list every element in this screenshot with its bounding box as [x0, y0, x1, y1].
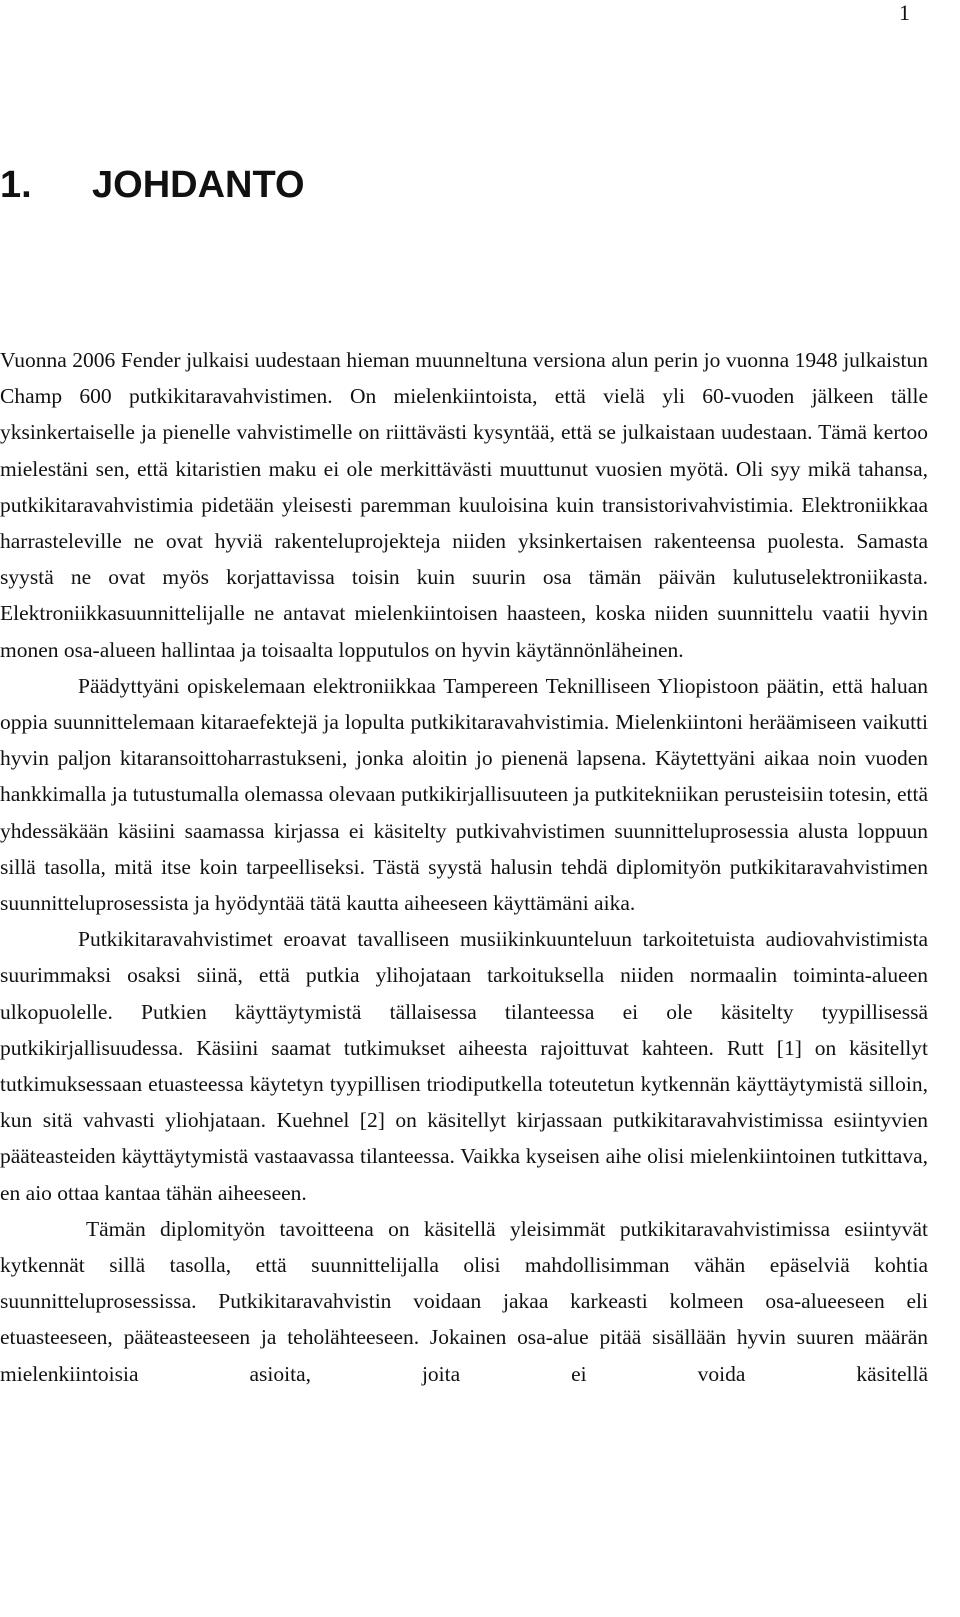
chapter-title: JOHDANTO: [92, 164, 305, 206]
paragraph-motivation: Päädyttyäni opiskelemaan elektroniikkaa Tampereen Teknilliseen Yliopistoon päätin, että haluan oppia suunnittelemaan kitaraefektejä ja lopulta putkikitaravahvistimia. Mielenkiintoni heräämiseen vaikutti hyvin paljon kitaransoittoharrastukseni, jonka aloitin jo pienenä lapsena. Käytettyäni aikaa noin vuoden hankkimalla ja tutustumalla olemassa olevaan putkikirjallisuuteen ja putkitekniikan perusteisiin totesin, että yhdessäkään käsiini saamassa kirjassa ei käsitelty putkivahvistimen suunnitteluprosessia alusta loppuun sillä tasolla, mitä itse koin tarpeelliseksi. Tästä syystä halusin tehdä diplomityön putkikitaravahvistimen suunnitteluprosessista ja hyödyntää tätä kautta aiheeseen käyttämäni aika.: [0, 673, 928, 916]
paragraph-background: Putkikitaravahvistimet eroavat tavalliseen musiikinkuunteluun tarkoitetuista audiovahvistimista suurimmaksi osaksi siinä, että putkia ylihojataan tarkoituksella niiden normaalin toiminta-alueen ulkopuolelle. Putkien käyttäytymistä tällaisessa tilanteessa ei ole käsitelty tyypillisessä putkikirjallisuudessa. Käsiini saamat tutkimukset aiheesta rajoittuvat kahteen. Rutt [1] on käsitellyt tutkimuksessaan etuasteessa käytetyn tyypillisen triodiputkella toteutetun kytkennän käyttäytymistä silloin, kun sitä vahvasti yliohjataan. Kuehnel [2] on käsitellyt kirjassaan putkikitaravahvistimissa esiintyvien pääteasteiden käyttäytymistä vastaavassa tilanteessa. Vaikka kyseisen aihe olisi mielenkiintoinen tutkittava, en aio ottaa kantaa tähän aiheeseen.: [0, 927, 928, 1205]
paragraph-goal: Tämän diplomityön tavoitteena on käsitellä yleisimmät putkikitaravahvistimissa esiintyvät kytkennät sillä tasolla, että suunnittelijalla olisi mahdollisimman vähän epäselviä kohtia suunnitteluprosessissa. Putkikitaravahvistin voidaan jakaa karkeasti kolmeen osa-alueeseen eli etuasteeseen, pääteasteeseen ja teholähteeseen. Jokainen osa-alue pitää sisällään hyvin suuren määrän mielenkiintoisia asioita, joita ei voida käsitellä: [0, 1216, 928, 1386]
page-number: 1: [899, 0, 910, 25]
chapter-heading: [0, 163, 305, 207]
body-text: [0, 342, 928, 1392]
chapter-number: 1.: [0, 164, 32, 206]
paragraph-intro: Vuonna 2006 Fender julkaisi uudestaan hieman muunneltuna versiona alun perin jo vuonna 1948 julkaistun Champ 600 putkikitaravahvistimen. On mielenkiintoista, että vielä yli 60-vuoden jälkeen tälle yksinkertaiselle ja pienelle vahvistimelle on riittävästi kysyntää, että se julkaistaan uudestaan. Tämä kertoo mielestäni sen, että kitaristien maku ei ole merkittävästi muuttunut vuosien myötä. Oli syy mikä tahansa, putkikitaravahvistimia pidetään yleisesti paremman kuuloisina kuin transistorivahvistimia. Elektroniikkaa harrasteleville ne ovat hyviä rakenteluprojekteja niiden yksinkertaisen rakenteensa puolesta. Samasta syystä ne ovat myös korjattavissa toisin kuin suurin osa tämän päivän kulutuselektroniikasta. Elektroniikkasuunnittelijalle ne antavat mielenkiintoisen haasteen, koska niiden suunnittelu vaatii hyvin monen osa-alueen hallintaa ja toisaalta lopputulos on hyvin käytännönläheinen.: [0, 348, 928, 662]
